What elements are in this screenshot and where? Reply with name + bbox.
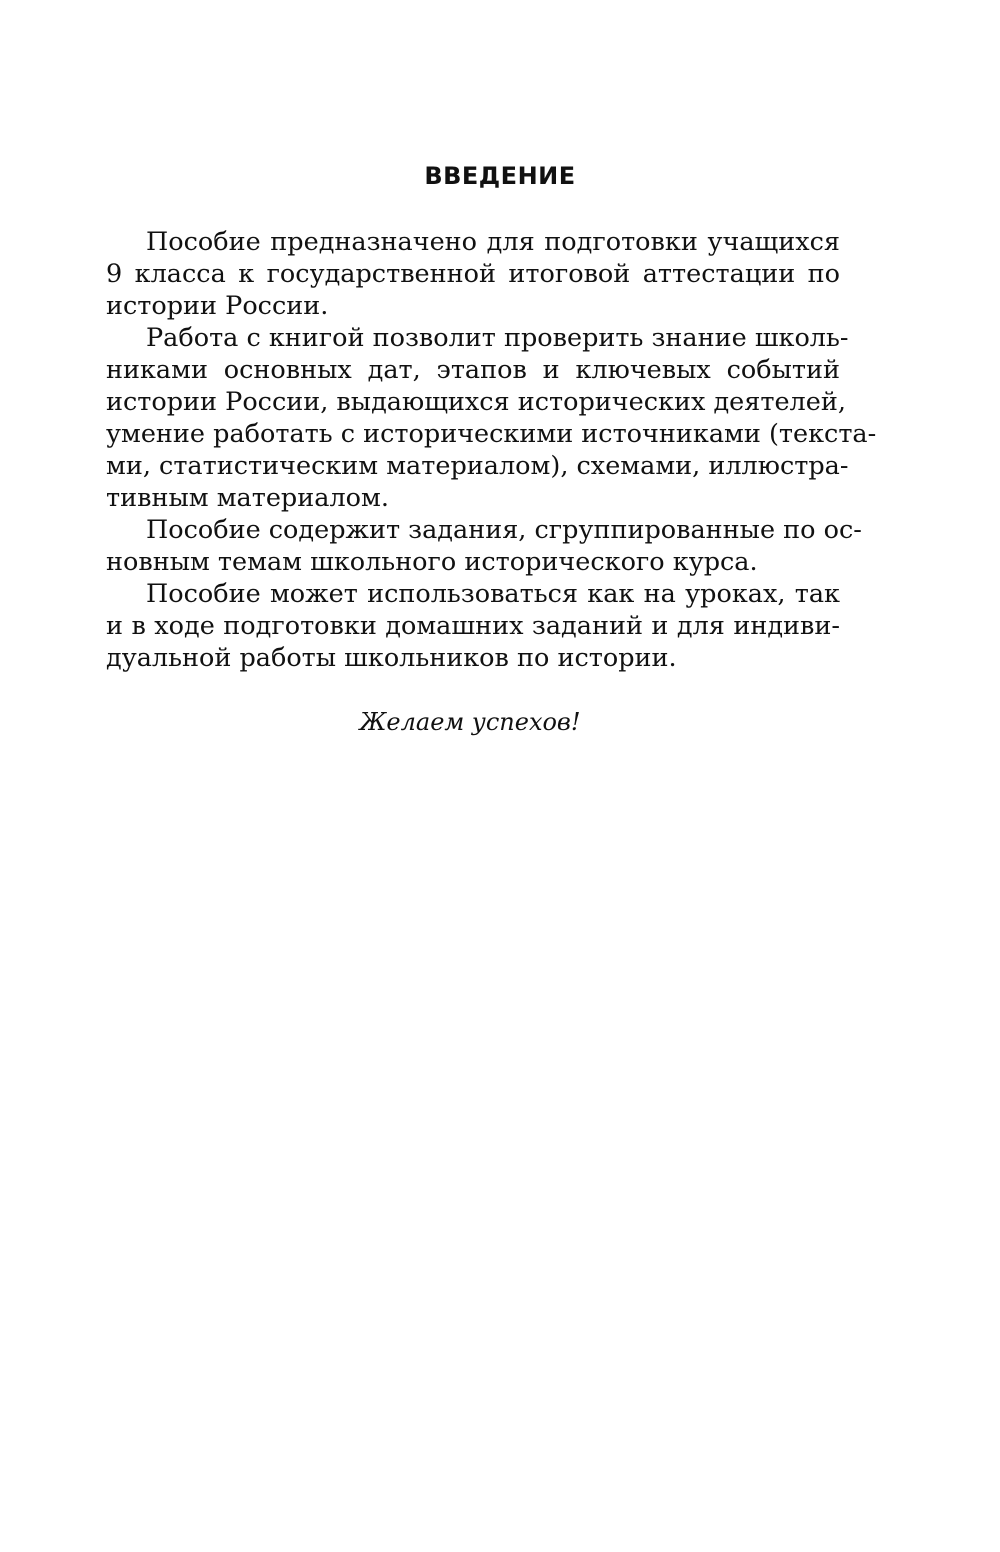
closing-wish: Желаем успехов! (359, 708, 581, 736)
paragraph-2-line-4: умение работать с историческими источниками (текста- (106, 419, 877, 449)
paragraph-2-line-1: Работа с книгой позволит проверить знание школь- (146, 323, 849, 353)
paragraph-1-line-3: истории России. (106, 291, 329, 321)
paragraph-4-line-2: и в ходе подготовки домашних заданий и для индиви- (106, 611, 840, 641)
introduction-text (106, 226, 877, 674)
paragraph-4-line-3: дуальной работы школьников по истории. (106, 643, 677, 673)
paragraph-3-line-1: Пособие содержит задания, сгруппированные по ос- (146, 515, 862, 545)
paragraph-2-line-3: истории России, выдающихся исторических деятелей, (106, 387, 846, 417)
paragraph-4-line-1: Пособие может использоваться как на уроках, так (146, 579, 840, 609)
paragraph-2-line-2: никами основных дат, этапов и ключевых событий (106, 355, 840, 385)
paragraph-2-line-6: тивным материалом. (106, 483, 389, 513)
paragraph-1-line-2: 9 класса к государственной итоговой аттестации по (106, 259, 840, 289)
paragraph-3-line-2: новным темам школьного исторического курса. (106, 547, 758, 577)
section-heading: ВВЕДЕНИЕ (424, 162, 576, 190)
paragraph-2-line-5: ми, статистическим материалом), схемами, иллюстра- (106, 451, 849, 481)
paragraph-1-line-1: Пособие предназначено для подготовки учащихся (146, 227, 840, 257)
